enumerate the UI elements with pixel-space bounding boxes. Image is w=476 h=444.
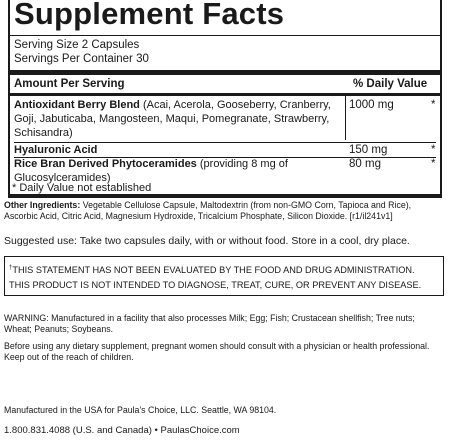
- ingredient-name: Antioxidant Berry Blend: [14, 99, 140, 111]
- manufacturer-info: Manufactured in the USA for Paula's Choice, LLC. Seattle, WA 98104.: [4, 405, 277, 415]
- facts-title: Supplement Facts: [14, 0, 285, 31]
- fda-disclaimer: [9, 261, 421, 293]
- ingredient-name: Rice Bran Derived Phytoceramides: [14, 158, 197, 170]
- ingredient-dv: *: [431, 99, 436, 111]
- other-ingredients-label: Other Ingredients:: [4, 200, 81, 210]
- allergen-warning: WARNING: Manufactured in a facility that also processes Milk; Egg; Fish; Crustacean shellfish; Tree nuts; Wheat; Peanuts; Soybeans.: [4, 313, 415, 334]
- daily-value-footnote: * Daily Value not established: [12, 182, 152, 194]
- other-ingredients-text: Vegetable Cellulose Capsule, Maltodextrin (from non-GMO Corn, Tapioca and Rice), Ascorbic Acid, Citric Acid, Magnesium Hydroxide, Tricalcium Phosphate, Silicon Dioxide. [r1/il241v1]: [4, 200, 412, 221]
- column-header-rule: [10, 93, 440, 96]
- ingredient-row: [14, 143, 344, 157]
- ingredient-detail: (Acai, Acerola, Gooseberry, Cranberry, Goji, Jabuticaba, Mangosteen, Maqui, Pomegranate, Strawberry, Schisandra): [14, 99, 331, 139]
- supplement-facts-panel: [8, 0, 442, 196]
- header-rule: [10, 70, 440, 75]
- daily-value-header: % Daily Value: [353, 78, 428, 90]
- column-divider: [345, 96, 346, 140]
- fda-disclaimer-box: [4, 256, 444, 296]
- servings-per-container: Servings Per Container 30: [14, 53, 149, 65]
- ingredient-amount: 1000 mg: [349, 99, 394, 111]
- ingredient-amount: 80 mg: [349, 158, 381, 170]
- title-divider: [10, 35, 440, 36]
- dagger-marker: †: [9, 265, 13, 271]
- ingredient-row: [14, 98, 344, 140]
- ingredient-detail: (providing 8 mg of Glucosylceramides): [14, 158, 288, 184]
- ingredient-dv: *: [431, 158, 436, 170]
- other-ingredients: [4, 200, 444, 222]
- pregnancy-note: Before using any dietary supplement, pregnant women should consult with a physician or health professional. Keep out of the reach of children.: [4, 341, 430, 362]
- serving-size: Serving Size 2 Capsules: [14, 39, 140, 51]
- ingredient-dv: *: [431, 144, 436, 156]
- disclaimer-line-2: THIS PRODUCT IS NOT INTENDED TO DIAGNOSE, TREAT, CURE, OR PREVENT ANY DISEASE.: [9, 280, 422, 290]
- ingredient-amount: 150 mg: [349, 144, 388, 156]
- suggested-use: Suggested use: Take two capsules daily, with or without food. Store in a cool, dry place.: [4, 235, 410, 247]
- ingredient-name: Hyaluronic Acid: [14, 144, 98, 156]
- disclaimer-line-1: THIS STATEMENT HAS NOT BEEN EVALUATED BY THE FOOD AND DRUG ADMINISTRATION.: [12, 265, 415, 275]
- amount-per-serving-header: Amount Per Serving: [14, 78, 125, 90]
- contact-info: 1.800.831.4088 (U.S. and Canada) • PaulasChoice.com: [4, 425, 240, 436]
